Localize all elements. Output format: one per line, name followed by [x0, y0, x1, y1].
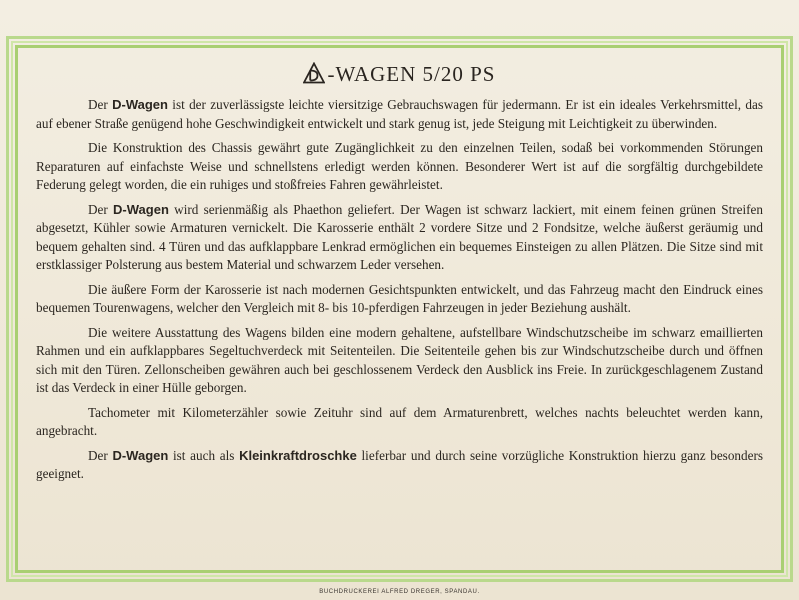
paragraph: [36, 201, 763, 275]
paragraph-text: Tachometer mit Kilometerzähler sowie Zeituhr sind auf dem Armaturenbrett, welches nachts beleuchtet werden kann, angebracht.: [36, 404, 763, 438]
paragraph-text: ist auch als: [168, 447, 240, 463]
paragraph-text: wird serienmäßig als Phaethon geliefert. Der Wagen ist schwarz lackiert, mit einem feinen grünen Streifen abgesetzt, Kühler sowie Armaturen vernickelt. Die Karosserie enthält 2 vordere Sitze und 2 Fondsitze, welche äußerst geräumig und bequem gehalten sind. 4 Türen und das aufklappbare Lenkrad ermöglichen ein bequemes Einsteigen zu allen Plätzen. Die Sitze sind mit erstklassiger Polsterung aus bestem Material und schwarzem Leder versehen.: [36, 201, 763, 272]
d-triangle-logo-icon: [303, 62, 325, 84]
paragraph: [36, 139, 763, 195]
bold-term: Kleinkraftdroschke: [239, 447, 357, 463]
document-body: [36, 60, 763, 490]
printer-imprint: BUCHDRUCKEREI ALFRED DREGER, SPANDAU.: [319, 589, 480, 595]
bold-term: D-Wagen: [113, 201, 169, 217]
document-title: [36, 60, 763, 88]
paragraph: [36, 281, 763, 318]
paragraph-text: lieferbar und durch seine vorzügliche Konstruktion hierzu ganz besonders geeignet.: [36, 447, 763, 481]
paragraph-text: Die äußere Form der Karosserie ist nach modernen Gesichtspunkten entwickelt, und das Fahrzeug macht den Eindruck eines bequemen Tourenwagens, welcher den Vergleich mit 8- bis 10-pferdigen Fahrzeugen in jeder Beziehung aushält.: [36, 281, 763, 315]
paragraph-list: [36, 96, 763, 484]
paragraph-text: Der: [88, 97, 113, 112]
paragraph: [36, 96, 763, 133]
bold-term: D-Wagen: [112, 447, 169, 463]
bold-term: D-Wagen: [112, 97, 168, 112]
paragraph-text: Der: [88, 201, 114, 217]
paragraph-text: Die Konstruktion des Chassis gewährt gute Zugänglichkeit zu den einzelnen Teilen, sodaß bei vorkommenden Störungen Reparaturen auf einfachste Weise und schnellstens erledigt werden können. Besonderer Wert ist auf die sorgfältig durchgebildete Federung gelegt worden, die ein ruhiges und stoßfreies Fahren gewährleistet.: [36, 140, 763, 192]
title-text: -WAGEN 5/20 PS: [327, 62, 496, 86]
paragraph: [36, 404, 763, 441]
paragraph-text: Der: [88, 447, 113, 463]
paragraph-text: ist der zuverlässigste leichte viersitzige Gebrauchswagen für jedermann. Er ist ein ideales Verkehrsmittel, das auf ebener Straße genügend hohe Geschwindigkeit entwickelt und stark genug ist, jede Steigung mit Leichtigkeit zu überwinden.: [36, 97, 763, 131]
paragraph: [36, 447, 763, 484]
paragraph-text: Die weitere Ausstattung des Wagens bilden eine modern gehaltene, aufstellbare Windschutzscheibe im schwarz emaillierten Rahmen und ein aufklappbares Segeltuchverdeck mit Seitenteilen. Die Seitenteile gehen bis zur Windschutzscheibe durch und öffnen sich mit den Türen. Zellonscheiben gewähren auch bei geschlossenem Verdeck den Ausblick ins Freie. In zurückgeschlagenem Zustand ist das Verdeck in einer Hülle geborgen.: [36, 324, 763, 395]
paragraph: [36, 324, 763, 398]
